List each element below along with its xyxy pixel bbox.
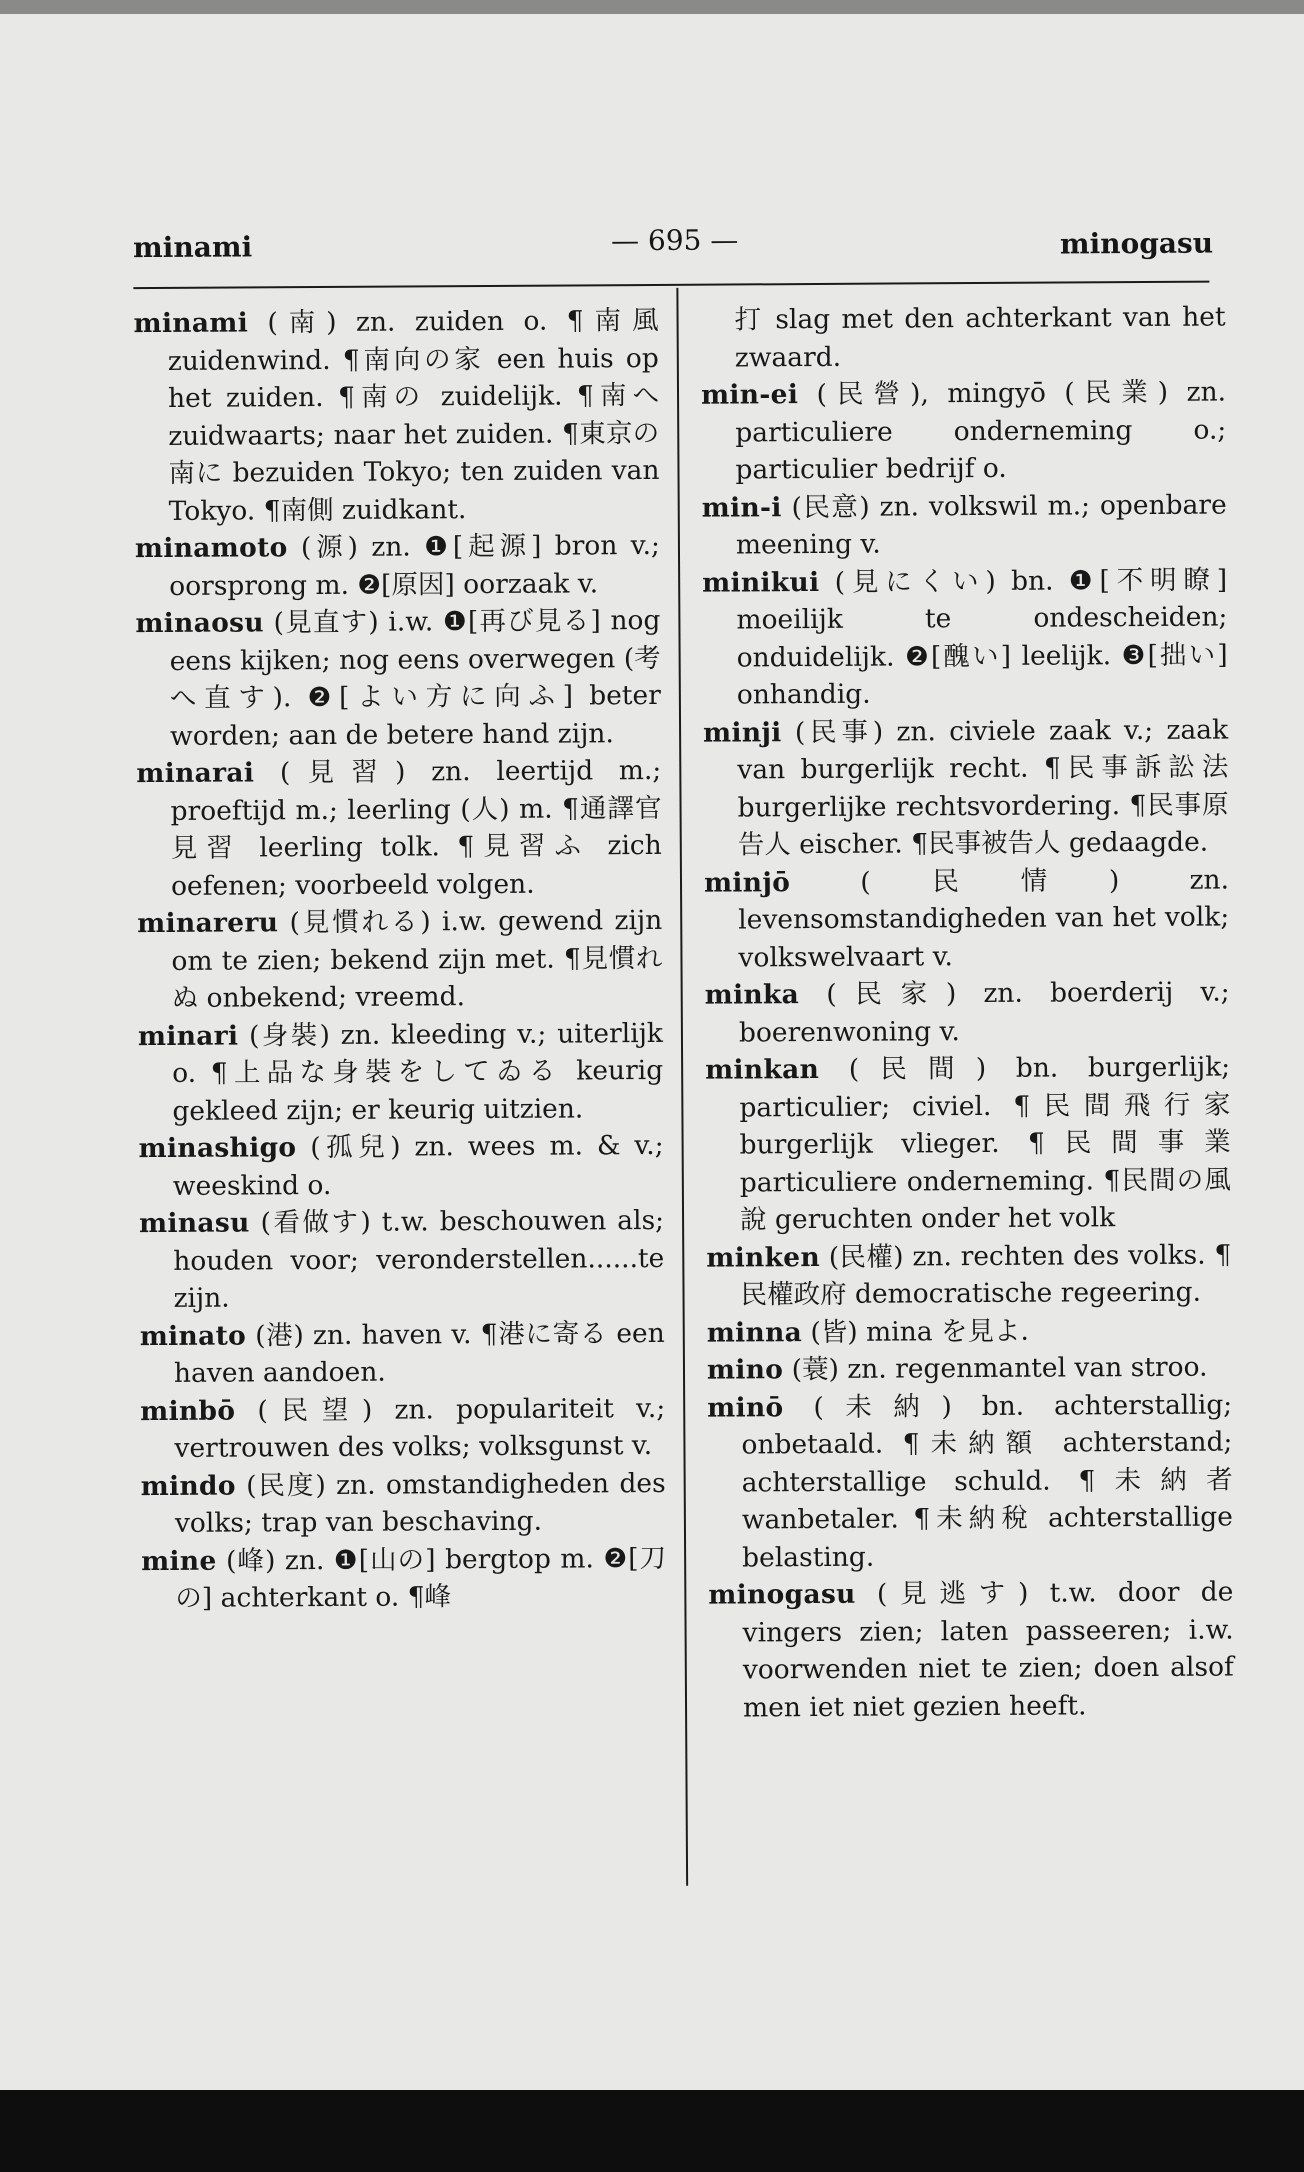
entry-mino-unpaid bbox=[707, 1386, 1233, 1577]
entry-minarai bbox=[136, 752, 662, 905]
headword: minogasu bbox=[708, 1578, 856, 1611]
right-column bbox=[700, 298, 1234, 1726]
headword: minkan bbox=[705, 1053, 820, 1086]
headword: minamoto bbox=[134, 532, 288, 565]
definition: (蓑) zn. regenmantel van stroo. bbox=[791, 1351, 1208, 1386]
entry-mindo bbox=[141, 1464, 666, 1542]
definition: (皆) mina を見よ. bbox=[810, 1315, 1030, 1348]
headword: mindo bbox=[140, 1470, 236, 1502]
entry-mine bbox=[141, 1539, 666, 1617]
header-left-word: minami bbox=[133, 230, 253, 265]
entry-minogasu bbox=[708, 1573, 1234, 1726]
entry-min-ei bbox=[701, 373, 1227, 489]
definition: (看做す) t.w. beschouwen als; houden voor; veronderstellen......te zijn. bbox=[173, 1204, 665, 1314]
headword: minna bbox=[706, 1316, 803, 1349]
headword: minjō bbox=[703, 866, 791, 899]
entry-minashigo bbox=[139, 1127, 664, 1205]
definition: (見逃す) t.w. door de vingers zien; laten passeeren; i.w. voorwenden niet te zien; doen alsof men iet niet gezien heeft. bbox=[742, 1576, 1234, 1723]
headword: minashigo bbox=[138, 1132, 297, 1165]
definition: (民情) zn. levensomstandigheden van het volk; volkswelvaart v. bbox=[738, 863, 1230, 973]
definition: (民權) zn. rechten des volks. ¶民權政府 democratische regeering. bbox=[740, 1238, 1232, 1311]
headword: minasu bbox=[138, 1207, 250, 1240]
page-number: — 695 — bbox=[610, 223, 739, 258]
headword: minareru bbox=[137, 907, 279, 940]
headword: minji bbox=[702, 716, 782, 749]
entry-continuation: 打 slag met den achterkant van het zwaard. bbox=[734, 301, 1226, 373]
headword: minken bbox=[706, 1241, 821, 1274]
entry-min-i bbox=[702, 486, 1227, 564]
scan-bottom-edge bbox=[0, 2090, 1304, 2172]
definition: (孤兒) zn. wees m. & v.; weeskind o. bbox=[172, 1129, 664, 1202]
entry-minaosu bbox=[135, 602, 661, 755]
definition: (見直す) i.w. ❶[再び見る] nog eens kijken; nog eens overwegen (考へ直す). ❷[よい方に向ふ] beter worden; aan de betere hand zijn. bbox=[169, 604, 661, 752]
headword: minka bbox=[704, 979, 800, 1011]
headword: minami bbox=[133, 307, 249, 340]
headword: minari bbox=[137, 1020, 239, 1052]
entry-minken bbox=[706, 1236, 1231, 1314]
definition: (民望) zn. populariteit v.; vertrouwen des volks; volksgunst v. bbox=[174, 1392, 666, 1464]
definition: (源) zn. ❶[起源] bron v.; oorsprong m. ❷[原因] oorzaak v. bbox=[169, 529, 661, 602]
header-rule bbox=[133, 281, 1209, 290]
headword: minbō bbox=[140, 1395, 236, 1427]
definition: (民意) zn. volkswil m.; openbare meening v. bbox=[735, 488, 1227, 561]
definition: (見にくい) bn. ❶[不明瞭] moeilijk te ondescheiden; onduidelijk. ❷[醜い] leelijk. ❸[拙い] onhandig. bbox=[736, 563, 1228, 711]
definition: (未納) bn. achterstallig; onbetaald. ¶未納額 achterstand; achterstallige schuld. ¶未納者 wanbetaler. ¶未納稅 achterstallige belasting. bbox=[741, 1388, 1233, 1573]
headword: minato bbox=[139, 1319, 247, 1352]
definition: (民間) bn. burgerlijk; particulier; civiel. ¶民間飛行家 burgerlijk vlieger. ¶民間事業 particuliere onderneming. ¶民間の風說 geruchten onder het volk bbox=[739, 1051, 1231, 1236]
entry-minikui bbox=[702, 561, 1228, 714]
definition: (見習) zn. leertijd m.; proeftijd m.; leerling (人) m. ¶通譯官見習 leerling tolk. ¶見習ふ zich oefenen; voorbeeld volgen. bbox=[170, 754, 662, 902]
headword: minarai bbox=[136, 757, 255, 790]
entry-minka bbox=[705, 973, 1230, 1051]
definition: (峰) zn. ❶[山の] bergtop m. ❷[刀の] achterkant o. ¶峰 bbox=[175, 1542, 667, 1614]
entry-minbo bbox=[140, 1389, 665, 1467]
entry-minamoto bbox=[135, 527, 660, 605]
entry-mino bbox=[707, 1348, 1232, 1389]
entry-minato bbox=[140, 1314, 665, 1392]
left-column bbox=[133, 302, 666, 1618]
definition: (民事) zn. civiele zaak v.; zaak van burgerlijk recht. ¶民事訴訟法 burgerlijke rechtsvordering. ¶民事原告人 eischer. ¶民事被告人 gedaagde. bbox=[737, 713, 1229, 861]
definition: (南) zn. zuiden o. ¶南風 zuidenwind. ¶南向の家 een huis op het zuiden. ¶南の zuidelijk. ¶南へ zuidwaarts; naar het zuiden. ¶東京の南に bezuiden Tokyo; ten zuiden van Tokyo. ¶南側 zuidkant. bbox=[167, 304, 660, 527]
header-right-word: minogasu bbox=[1059, 226, 1214, 261]
entry-minji bbox=[703, 711, 1229, 864]
definition: (民家) zn. boerderij v.; boerenwoning v. bbox=[738, 976, 1230, 1048]
definition: (港) zn. haven v. ¶港に寄る een haven aandoen. bbox=[173, 1317, 665, 1389]
running-head bbox=[133, 217, 1213, 264]
entry-minami bbox=[133, 302, 659, 530]
column-divider bbox=[676, 288, 688, 1886]
definition: (民度) zn. omstandigheden des volks; trap van beschaving. bbox=[174, 1467, 666, 1539]
headword: mine bbox=[141, 1545, 217, 1577]
definition: (身裝) zn. kleeding v.; uiterlijk o. ¶上品な身裝をしてゐる keurig gekleed zijn; er keurig uitzien. bbox=[172, 1017, 664, 1127]
headword: min-i bbox=[701, 491, 782, 524]
headword: minō bbox=[707, 1391, 784, 1424]
entry-minjo bbox=[704, 861, 1230, 977]
headword: minikui bbox=[702, 566, 820, 599]
definition: (見慣れる) i.w. gewend zijn om te zien; bekend zijn met. ¶見慣れぬ onbekend; vreemd. bbox=[171, 904, 663, 1014]
entry-minari bbox=[138, 1014, 664, 1130]
headword: minaosu bbox=[135, 607, 265, 640]
entry-minkan bbox=[705, 1048, 1231, 1239]
definition: (民營), mingyō (民業) zn. particuliere onderneming o.; particulier bedrijf o. bbox=[735, 376, 1227, 486]
headword: mino bbox=[706, 1354, 784, 1386]
headword: min-ei bbox=[700, 379, 799, 411]
entry-minna bbox=[707, 1311, 1232, 1352]
entry-minasu bbox=[139, 1202, 665, 1318]
entry-minareru bbox=[137, 902, 663, 1018]
